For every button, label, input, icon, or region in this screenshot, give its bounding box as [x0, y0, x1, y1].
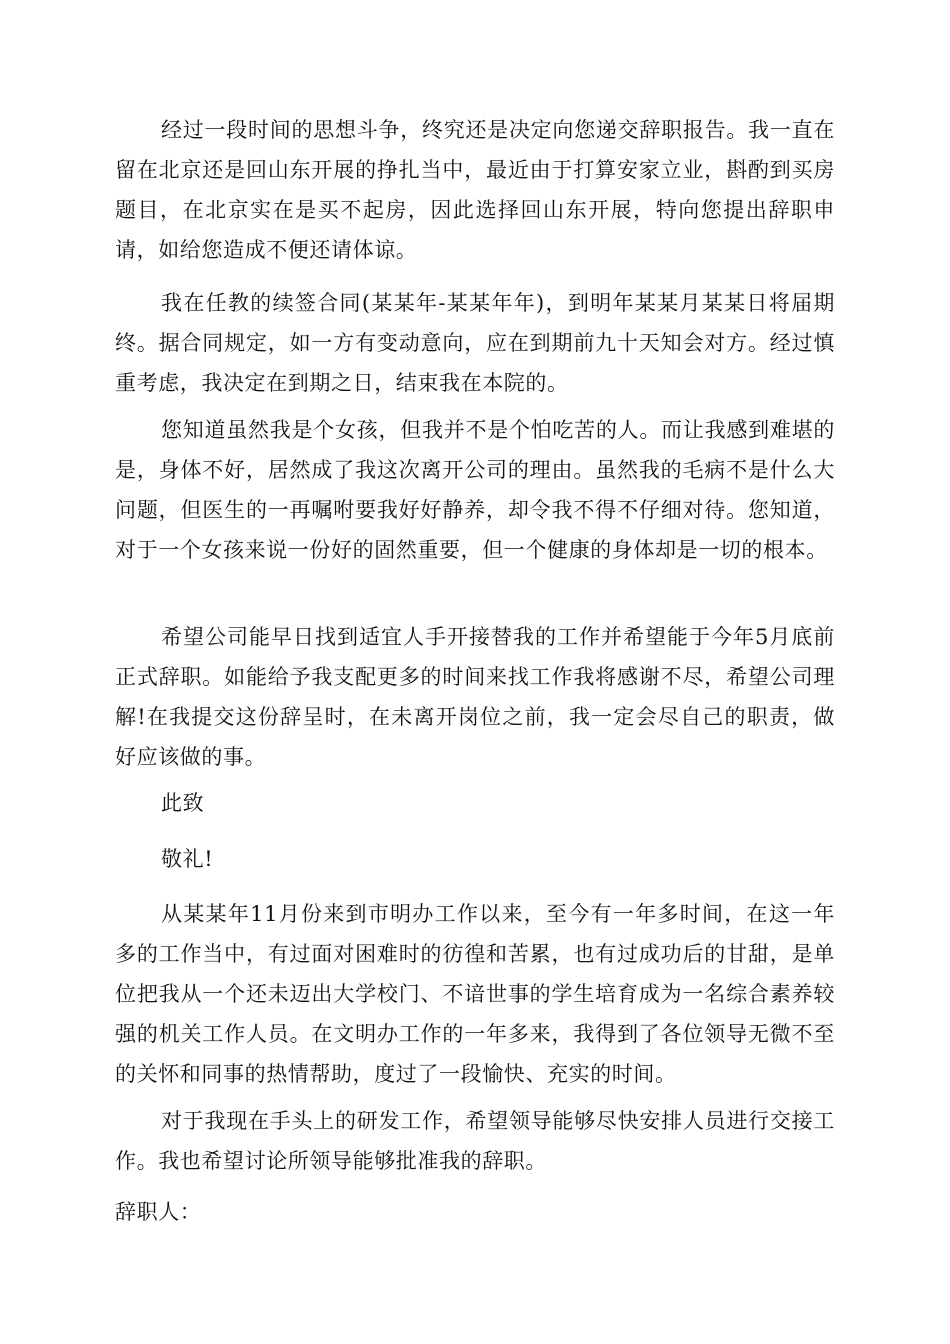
- paragraph-contract-term: 我在任教的续签合同(某某年-某某年年)，到明年某某月某某日将届期终。据合同规定，如一方有变动意向，应在到期前九十天知会对方。经过慎重考虑，我决定在到期之日，结束我在本院的。: [115, 291, 835, 395]
- closing-regards: 敬礼!: [161, 847, 214, 871]
- paragraph-resignation-reason: 经过一段时间的思想斗争，终究还是决定向您递交辞职报告。我一直在留在北京还是回山东开展的挣扎当中，最近由于打算安家立业，斟酌到买房题目，在北京实在是买不起房，因此选择回山东开展，特向您提出辞职申请，如给您造成不便还请体谅。: [115, 118, 835, 262]
- paragraph-health-reason: 您知道虽然我是个女孩，但我并不是个怕吃苦的人。而让我感到难堪的是，身体不好，居然成了我这次离开公司的理由。虽然我的毛病不是什么大问题，但医生的一再嘱咐要我好好静养，却令我不得不仔细对待。您知道，对于一个女孩来说一份好的固然重要，但一个健康的身体却是一切的根本。: [115, 418, 835, 562]
- paragraph-handover-wish: 希望公司能早日找到适宜人手开接替我的工作并希望能于今年5月底前正式辞职。如能给予我支配更多的时间来找工作我将感谢不尽，希望公司理解!在我提交这份辞呈时，在未离开岗位之前，我一定会尽自己的职责，做好应该做的事。: [115, 625, 835, 769]
- paragraph-handover-request: 对于我现在手头上的研发工作，希望领导能够尽快安排人员进行交接工作。我也希望讨论所领导能够批准我的辞职。: [115, 1109, 835, 1173]
- closing-salutation: 此致: [161, 791, 205, 815]
- paragraph-work-experience: 从某某年11月份来到市明办工作以来，至今有一年多时间，在这一年多的工作当中，有过面对困难时的彷徨和苦累，也有过成功后的甘甜，是单位把我从一个还未迈出大学校门、不谙世事的学生培育成为一名综合素养较强的机关工作人员。在文明办工作的一年多来，我得到了各位领导无微不至的关怀和同事的热情帮助，度过了一段愉快、充实的时间。: [115, 902, 835, 1086]
- signature-line: 辞职人：: [115, 1200, 202, 1224]
